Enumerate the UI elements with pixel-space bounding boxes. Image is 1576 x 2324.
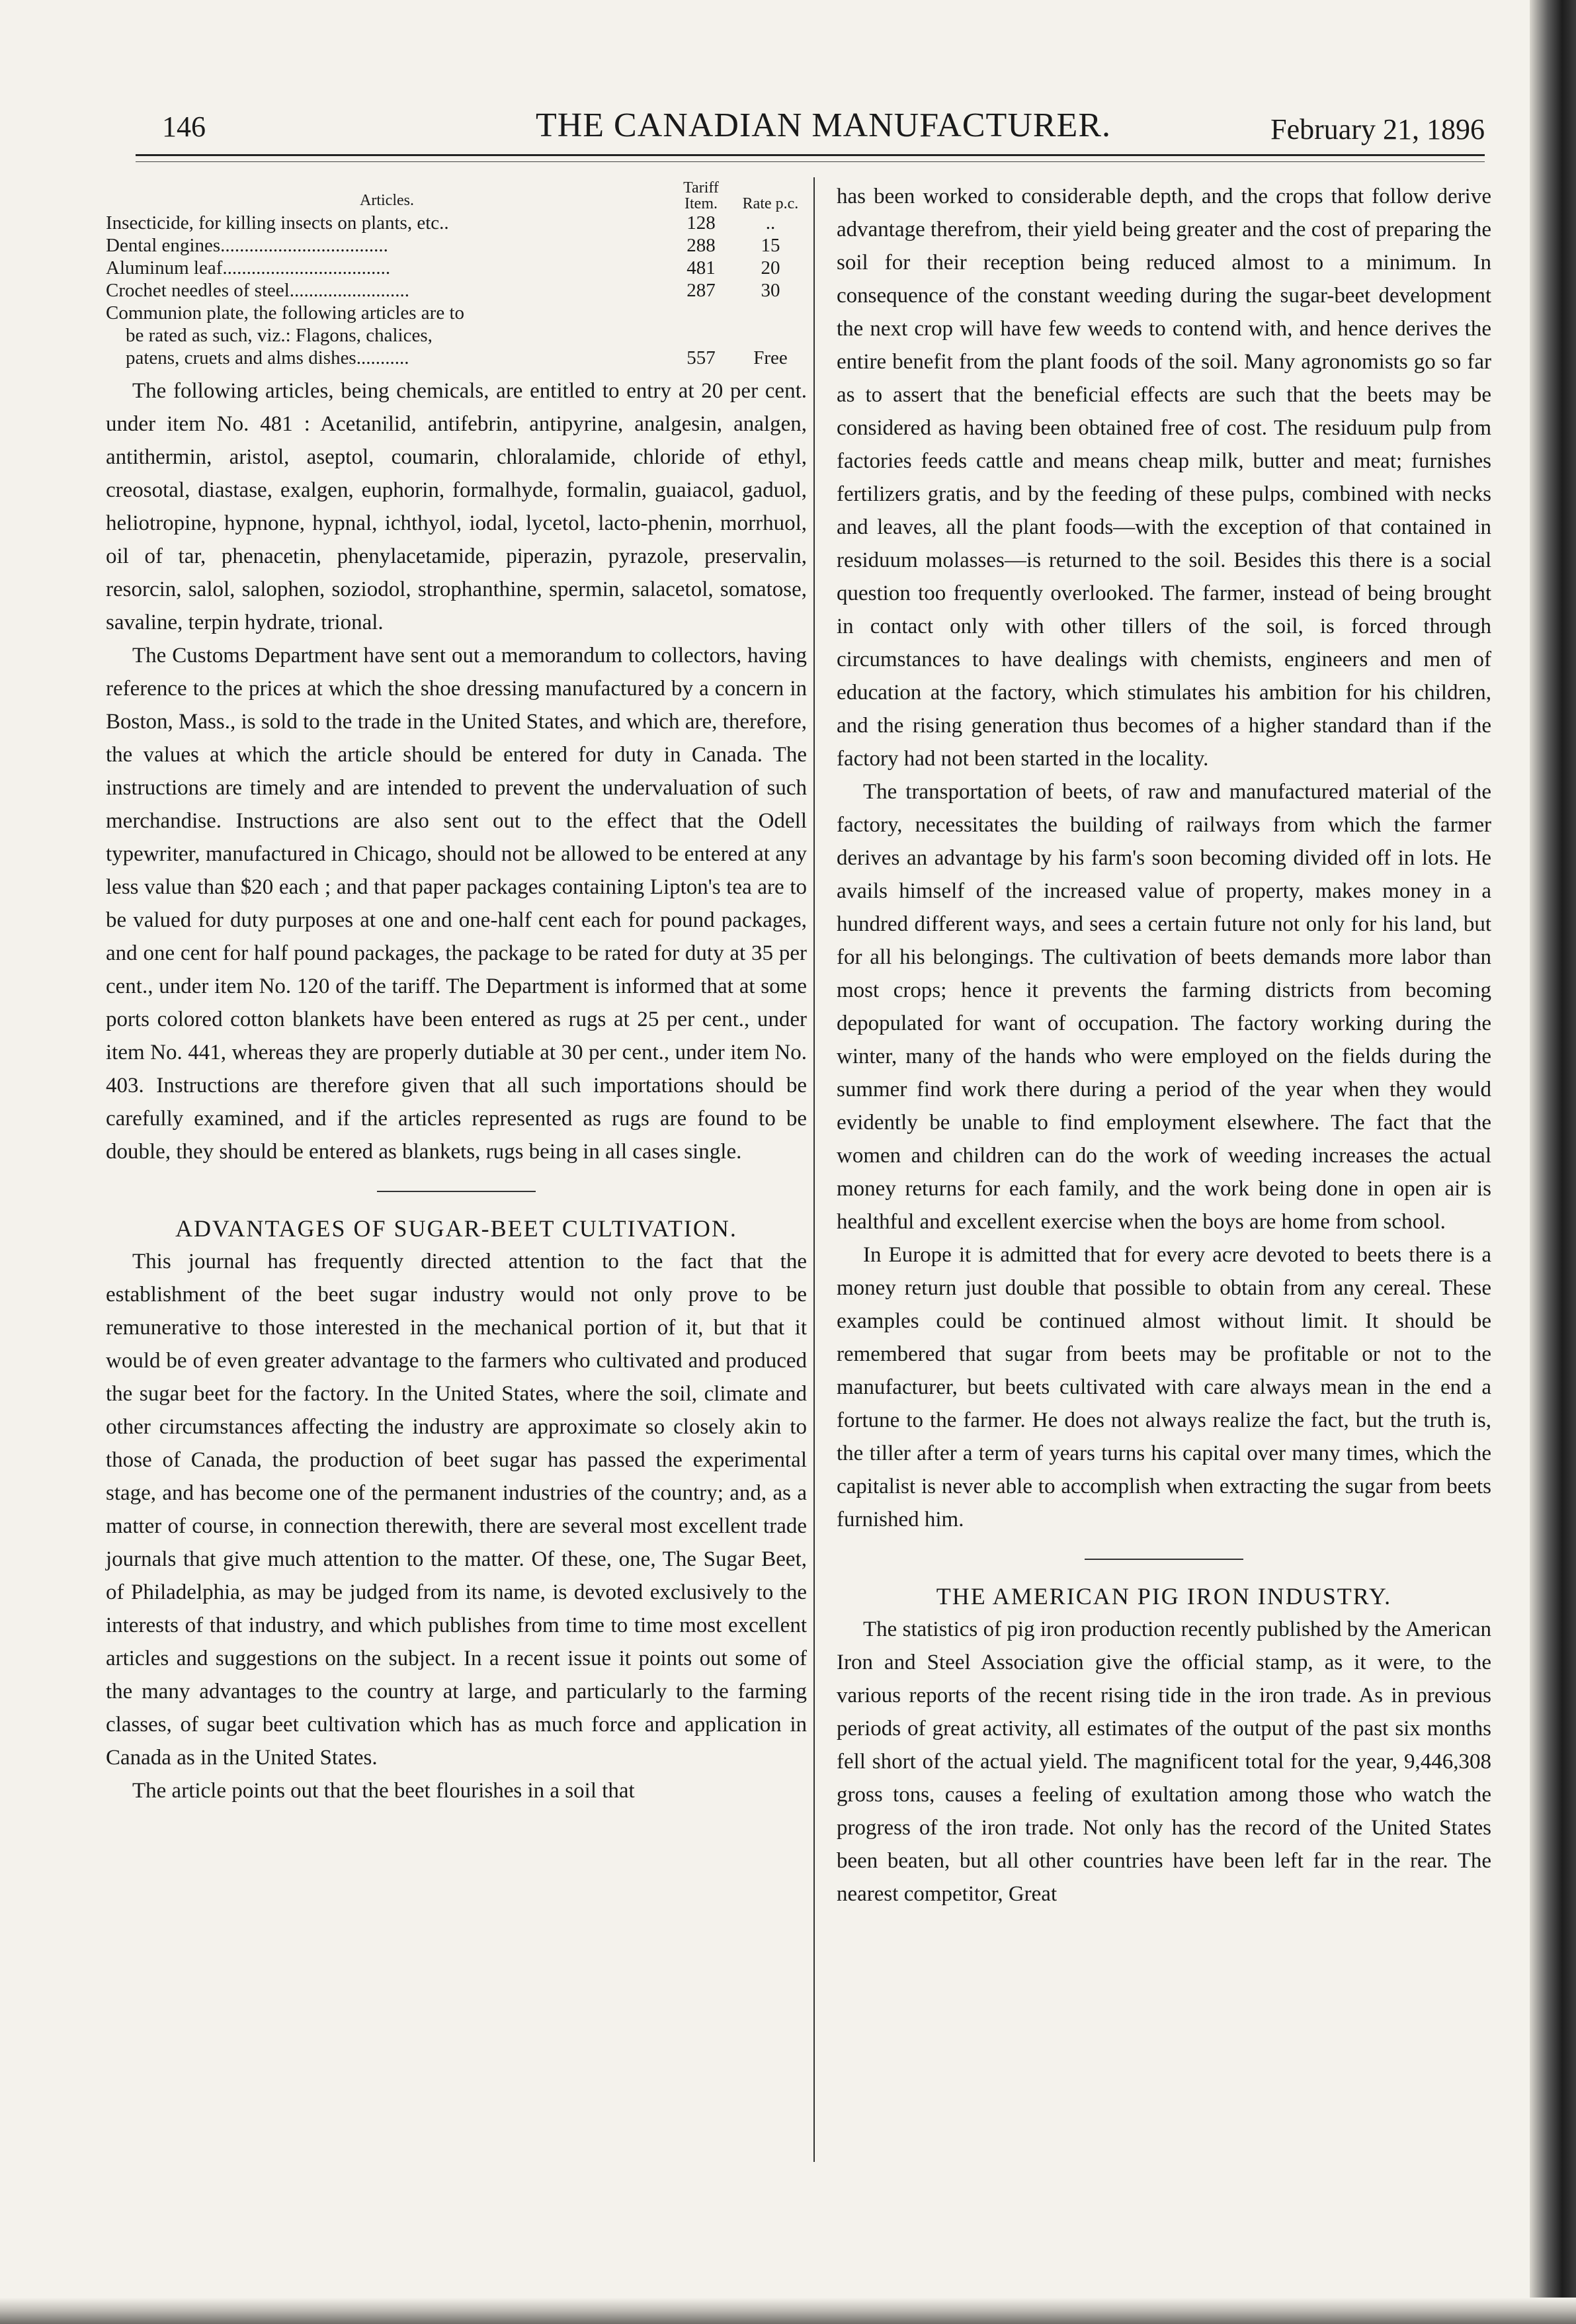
table-row: [106, 347, 807, 369]
section-rule: [1085, 1559, 1243, 1560]
table-row: [106, 257, 807, 279]
table-row: [106, 302, 807, 324]
tariff-item: 287: [686, 280, 716, 301]
tariff-header-row: [106, 180, 807, 212]
page-number: 146: [162, 110, 206, 143]
right-column: [837, 180, 1491, 1911]
tariff-article: Aluminum leaf...................................: [106, 257, 391, 279]
table-row: [106, 234, 807, 257]
issue-date: February 21, 1896: [1270, 113, 1485, 146]
tariff-rate: [734, 324, 807, 347]
section-title-pig-iron: THE AMERICAN PIG IRON INDUSTRY.: [936, 1583, 1392, 1610]
paragraph-chemicals: The following articles, being chemicals, are entitled to entry at 20 per cent. under item No. 481 : Acetanilid, antifebrin, antipyrine, analgesin, analgen, antithermin, aristol, aseptol, coumarin, chloralamide, chloride of ethyl, creosotal, diastase, exalgen, euphorin, formalhyde, formalin, guaiacol, gaduol, heliotropine, hypnone, hypnal, ichthyol, iodal, lycetol, lacto-phenin, morrhuol, oil of tar, phenacetin, phenylacetamide, piperazin, pyrazole, preservalin, resorcin, salol, salophen, soziodol, strophanthine, spermin, salacetol, somatose, savaline, terpin hydrate, trional.: [106, 379, 807, 634]
tariff-table: [106, 180, 807, 369]
section-title-sugar-beet: ADVANTAGES OF SUGAR-BEET CULTIVATION.: [175, 1215, 737, 1242]
header-rule-thin: [136, 161, 1485, 162]
table-row: [106, 279, 807, 302]
tariff-article: Insecticide, for killing insects on plants, etc..: [106, 212, 449, 234]
table-row: [106, 212, 807, 234]
tariff-rate: 20: [761, 257, 780, 279]
page-bottom-edge: [0, 2298, 1576, 2324]
tariff-item: [668, 302, 734, 324]
paragraph-sugar-beet-1: This journal has frequently directed attention to the fact that the establishment of the beet sugar industry would not only prove to be remunerative to those interested in the mechanical portion of it, but that it would be of even greater advantage to the farmers who cultivated and produced the sugar beet for the factory. In the United States, where the soil, climate and other circumstances affecting the industry are approximate so closely akin to those of Canada, the production of beet sugar has passed the experimental stage, and has become one of the permanent industries of the country; and, as a matter of course, in connection therewith, there are several most excellent trade journals that give much attention to the matter. Of these, one, The Sugar Beet, of Philadelphia, as may be judged from its name, is devoted exclusively to the interests of that industry, and which publishes from time to time most excellent articles and suggestions on the subject. In a recent issue it points out some of the many advantages to the country at large, and particularly to the farming classes, of sugar beet cultivation which has as much force and application in Canada as in the United States.: [106, 1250, 807, 1770]
tariff-rate: [734, 302, 807, 324]
paragraph-europe: In Europe it is admitted that for every acre devoted to beets there is a money return just double that possible to obtain from any cereal. These examples could be continued almost without limit. It should be remembered that sugar from beets may be profitable or not to the manufacturer, but beets cultivated with care always mean in the end a fortune to the farmer. He does not always realize the fact, but the truth is, the tiller after a term of years turns his capital over many times, which the capitalist is never able to accomplish when extracting the sugar from beets furnished him.: [837, 1243, 1491, 1531]
left-column: [106, 180, 807, 1807]
tariff-rate: ..: [765, 212, 776, 234]
tariff-item: 288: [686, 235, 716, 256]
col-article-header: Articles.: [360, 192, 414, 209]
section-rule: [377, 1191, 536, 1192]
paragraph-customs: The Customs Department have sent out a memorandum to collectors, having reference to the prices at which the shoe dressing manufactured by a concern in Boston, Mass., is sold to the trade in the United States, and which are, therefore, the values at which the article should be entered for duty in Canada. The instructions are timely and are intended to prevent the undervaluation of such merchandise. Instructions are also sent out to the effect that the Odell typewriter, manufactured in Chicago, should not be allowed to be entered at any less value than $20 each ; and that paper packages containing Lipton's tea are to be valued for duty purposes at one and one-half cent each for pound packages, and one cent for half pound packages, the package to be rated for duty at 35 per cent., under item No. 120 of the tariff. The Department is informed that at some ports colored cotton blankets have been entered as rugs at 25 per cent., under item No. 441, whereas they are properly dutiable at 30 per cent., under item No. 403. Instructions are therefore given that all such importations should be carefully examined, and if the articles represented as rugs are found to be double, they should be entered as blankets, rugs being in all cases single.: [106, 644, 807, 1164]
page-edge-shadow: [1530, 0, 1576, 2324]
header-rule: [136, 154, 1485, 156]
table-row: [106, 324, 807, 347]
col-item-header: Tariff Item.: [683, 179, 719, 212]
tariff-rate: Free: [753, 347, 788, 368]
column-divider: [813, 177, 815, 2162]
paragraph-pig-iron: The statistics of pig iron production recently published by the American Iron and Steel Association give the official stamp, as it were, to the various reports of the recent rising tide in the iron trade. As in previous periods of great activity, all estimates of the output of the past six months fell short of the actual yield. The magnificent total for the year, 9,446,308 gross tons, causes a feeling of exultation among those who watch the progress of the iron trade. Not only has the record of the United States been beaten, but all other countries have been left far in the rear. The nearest competitor, Great: [837, 1617, 1491, 1906]
tariff-rate: 30: [761, 280, 780, 301]
tariff-article: patens, cruets and alms dishes...........: [126, 347, 409, 368]
tariff-article: be rated as such, viz.: Flagons, chalices,: [126, 325, 433, 346]
paragraph-sugar-beet-2: The article points out that the beet flourishes in a soil that: [132, 1779, 635, 1803]
paragraph-transportation: The transportation of beets, of raw and manufactured material of the factory, necessitates the building of railways from which the farmer derives an advantage by his farm's soon becoming divided off in lots. He avails himself of the increased value of property, makes money in a hundred different ways, and sees a certain future not only for his land, but for all his belongings. The cultivation of beets demands more labor than most crops; hence it prevents the farming districts from becoming depopulated for want of occupation. The factory working during the winter, many of the hands who were employed on the fields during the summer find work there during a period of the year when they would evidently be unable to find employment elsewhere. The fact that the women and children can do the work of weeding increases the actual money returns for each family, and the work being done in open air is healthful and excellent exercise when the boys are home from school.: [837, 780, 1491, 1234]
tariff-rate: 15: [761, 235, 780, 256]
tariff-item: [668, 324, 734, 347]
tariff-item: 128: [686, 212, 716, 234]
tariff-article: Dental engines...................................: [106, 235, 388, 256]
tariff-article: Communion plate, the following articles are to: [106, 302, 465, 323]
col-rate-header: Rate p.c.: [742, 195, 799, 212]
tariff-item: 481: [686, 257, 716, 279]
tariff-item: 557: [686, 347, 716, 368]
tariff-article: Crochet needles of steel.........................: [106, 280, 410, 301]
masthead: THE CANADIAN MANUFACTURER.: [535, 107, 1112, 144]
paragraph-continued: has been worked to considerable depth, and the crops that follow derive advantage therefrom, their yield being greater and the cost of preparing the soil for their reception being reduced almost to a minimum. In consequence of the constant weeding during the sugar-beet development the next crop will have few weeds to contend with, and hence derives the entire benefit from the plant foods of the soil. Many agronomists go so far as to assert that the beneficial effects are such that the beets may be considered as having been obtained free of cost. The residuum pulp from factories feeds cattle and means cheap milk, butter and meat; furnishes fertilizers gratis, and by the feeding of these pulps, combined with necks and leaves, all the plant foods—with the exception of that contained in residuum molasses—is returned to the soil. Besides this there is a social question too frequently overlooked. The farmer, instead of being brought in contact only with other tillers of the soil, is forced through circumstances to have dealings with chemists, engineers and men of education at the factory, which stimulates his ambition for his children, and the rising generation thus becomes of a higher standard than if the factory had not been started in the locality.: [837, 185, 1491, 771]
page-header: [162, 106, 1485, 152]
